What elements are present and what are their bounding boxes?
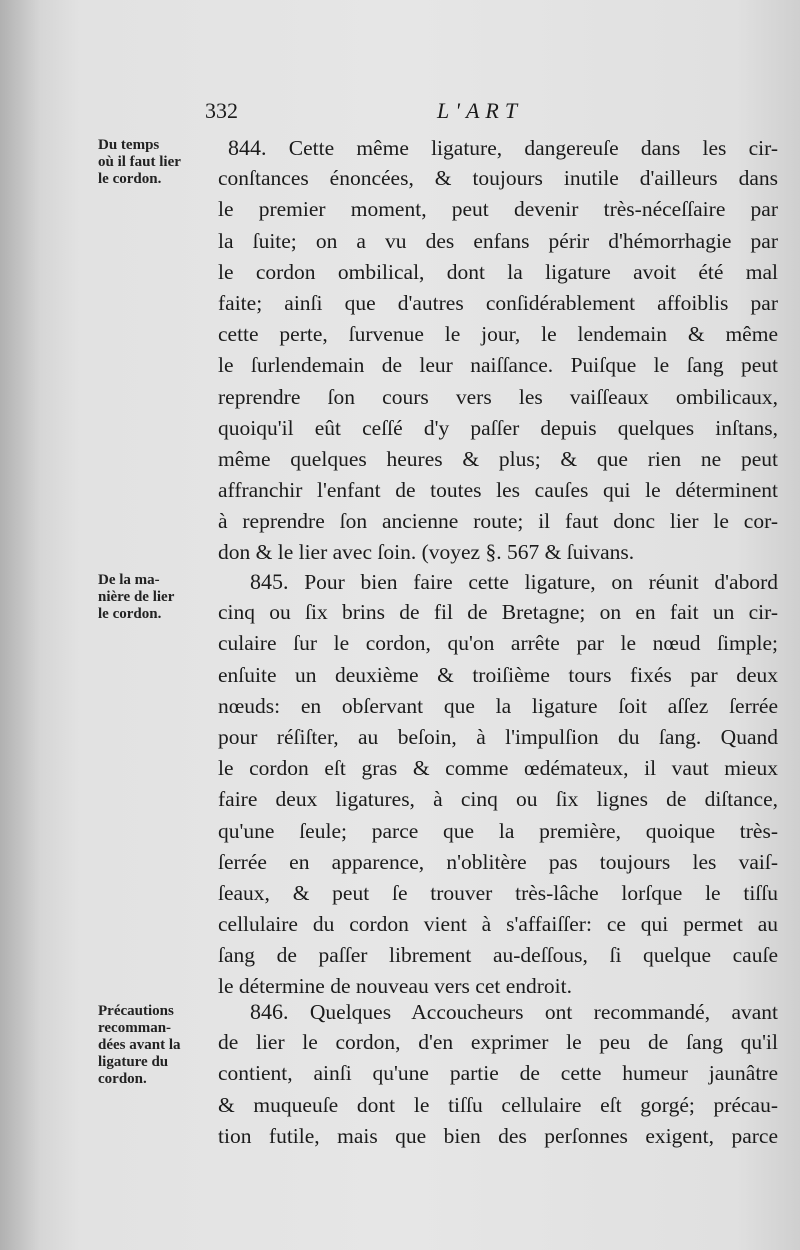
page-header: [205, 98, 765, 128]
paragraph-number: 846.: [250, 999, 289, 1024]
margin-note: De la ma- nière de lier le cordon.: [98, 572, 175, 622]
paragraph-845: 845. Pour bien faire cette ligature, on réunit d'abord cinq ou ſix brins de fil de Bretagne; on en fait un cir- culaire ſur le cordon, qu'on arrête par le nœud ſimple; enſuite un deuxième & troiſième tours fixés par deux nœuds: en obſervant que la ligature ſoit aſſez ſerrée pour réſiſter, au beſoin, à l'impulſion du ſang. Quand le cordon eſt gras & comme œdémateux, il vaut mieux faire deux ligatures, à cinq ou ſix lignes de diſtance, qu'une ſeule; parce que la première, quoique très- ſerrée en apparence, n'oblitère pas toujours les vaiſ- ſeaux, & peut ſe trouver très-lâche lorſque le tiſſu cellulaire du cordon vient à s'affaiſſer: ce qui permet au ſang de paſſer librement au-deſſous, ſi quelque cauſe le détermine de nouveau vers cet endroit.: [218, 569, 778, 999]
paragraph-number: 845.: [250, 569, 289, 594]
margin-note: Précautions recomman- dées avant la ligature du cordon.: [98, 1003, 181, 1087]
margin-note: Du temps où il faut lier le cordon.: [98, 137, 181, 187]
paragraph-844: 844. Cette même ligature, dangereuſe dans les cir- conſtances énoncées, & toujours inutile d'ailleurs dans le premier moment, peut devenir très-néceſſaire par la ſuite; on a vu des enfans périr d'hémorrhagie par le cordon ombilical, dont la ligature avoit été mal faite; ainſi que d'autres conſidérablement affoiblis par cette perte, ſurvenue le jour, le lendemain & même le ſurlendemain de leur naiſſance. Puiſque le ſang peut reprendre ſon cours vers les vaiſſeaux ombilicaux, quoiqu'il eût ceſſé d'y paſſer depuis quelques inſtans, même quelques heures & plus; & que rien ne peut affranchir l'enfant de toutes les cauſes qui le déterminent à reprendre ſon ancienne route; il faut donc lier le cor- don & le lier avec ſoin. (voyez §. 567 & ſuivans.: [218, 135, 778, 565]
running-head: L'ART: [437, 98, 524, 123]
page-number: 332: [205, 98, 238, 123]
paragraph-number: 844.: [228, 135, 267, 160]
page-gutter-shadow: [0, 0, 40, 1250]
paragraph-846: 846. Quelques Accoucheurs ont recommandé, avant de lier le cordon, d'en exprimer le peu de ſang qu'il contient, ainſi qu'une partie de cette humeur jaunâtre & muqueuſe dont le tiſſu cellulaire eſt gorgé; précau- tion futile, mais que bien des perſonnes exigent, parce: [218, 999, 778, 1148]
